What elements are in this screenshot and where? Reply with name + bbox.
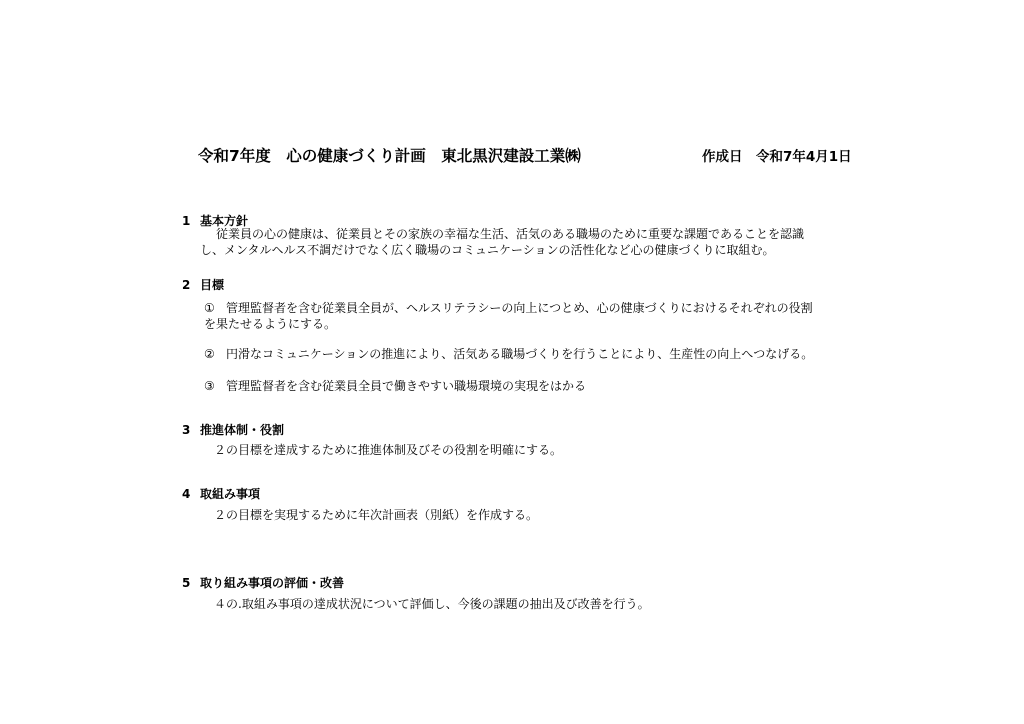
goal-item-text: 管理監督者を含む従業員全員で働きやすい職場環境の実現をはかる <box>226 379 587 393</box>
goal-item-text: 円滑なコミュニケーションの推進により、活気ある職場づくりを行うことにより、生産性の向上へつなげる。 <box>226 347 814 361</box>
goal-item-1 <box>204 300 813 316</box>
section-title: 基本方針 <box>200 214 249 228</box>
section-number: 2 <box>182 278 191 292</box>
section-3-heading <box>182 421 284 438</box>
section-title: 取り組み事項の評価・改善 <box>200 576 345 590</box>
section-1-line-1: 従業員の心の健康は、従業員とその家族の幸福な生活、活気のある職場のために重要な課題であることを認識 <box>216 227 805 241</box>
section-title: 目標 <box>200 278 225 292</box>
section-number: 3 <box>182 423 191 437</box>
goal-item-marker: ① <box>204 301 215 315</box>
goal-item-marker: ② <box>204 347 215 361</box>
goal-item-3 <box>204 378 586 394</box>
section-4-text: ２の目標を実現するために年次計画表（別紙）を作成する。 <box>214 508 539 522</box>
title-row <box>198 144 898 166</box>
section-number: 1 <box>182 214 191 228</box>
section-3-text: ２の目標を達成するために推進体制及びその役割を明確にする。 <box>214 443 563 457</box>
section-title: 取組み事項 <box>200 487 261 501</box>
goal-item-text: 管理監督者を含む従業員全員が、ヘルスリテラシーの向上につとめ、心の健康づくりにおけるそれぞれの役割 <box>226 301 813 315</box>
document-title: 令和7年度 心の健康づくり計画 東北黒沢建設工業㈱ <box>198 147 581 165</box>
goal-item-marker: ③ <box>204 379 215 393</box>
section-5-text: ４の.取組み事項の達成状況について評価し、今後の課題の抽出及び改善を行う。 <box>214 597 650 611</box>
section-title: 推進体制・役割 <box>200 423 285 437</box>
creation-date: 作成日 令和7年4月1日 <box>702 149 852 165</box>
section-4-heading <box>182 485 260 502</box>
section-number: 4 <box>182 487 191 501</box>
section-2-heading <box>182 276 224 293</box>
section-1-line-2: し、メンタルヘルス不調だけでなく広く職場のコミュニケーションの活性化など心の健康づくりに取組む。 <box>200 243 775 257</box>
goal-item-2 <box>204 346 813 362</box>
section-number: 5 <box>182 576 191 590</box>
goal-item-1-continued: を果たせるようにする。 <box>204 317 337 331</box>
section-5-heading <box>182 574 344 591</box>
